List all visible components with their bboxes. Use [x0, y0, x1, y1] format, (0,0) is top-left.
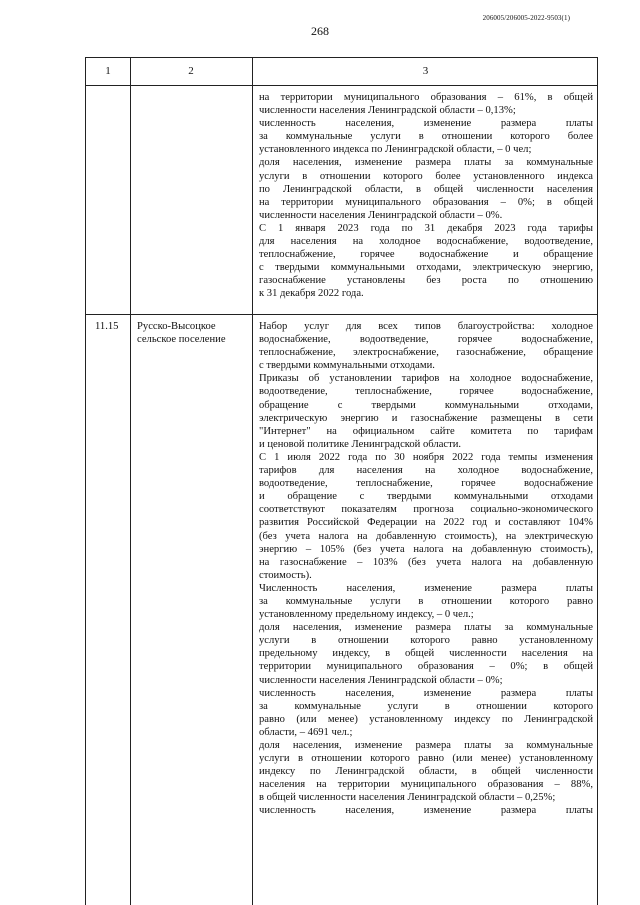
- page-number: 268: [311, 24, 329, 38]
- text-line: численность населения, изменение размера платы: [259, 118, 593, 130]
- text-line: в общей численности населения Ленинградской области – 0,25%;: [259, 792, 556, 804]
- text-line: энергию – 105% (без учета налога на добавленную стоимость),: [259, 543, 593, 555]
- text-line: обращение с твердыми коммунальными отходами,: [259, 399, 593, 411]
- text-line: индексу по Ленинградской области, в общей численности: [259, 766, 593, 778]
- text-line: Набор услуг для всех типов благоустройства: холодное: [259, 321, 593, 332]
- text-line: теплоснабжение, электроснабжение, газоснабжение, обращение: [259, 347, 593, 359]
- text-line: с твердыми коммунальными отходами.: [259, 360, 435, 372]
- text-line: газоснабжение установлены без роста по отношению: [259, 275, 593, 287]
- text-line: "Интернет" на официальном сайте комитета по тарифам: [259, 425, 593, 437]
- municipality-name-line-2: сельское поселение: [137, 334, 226, 345]
- text-line: численность населения, изменение размера платы: [259, 687, 593, 699]
- text-line: территории муниципального образования – 0%; в общей: [259, 661, 593, 673]
- text-line: водоотведение, теплоснабжение, горячее водоснабжение,: [259, 386, 593, 398]
- text-line: водоснабжение, водоотведение, горячее водоснабжение,: [259, 334, 593, 346]
- text-line: услуги в отношении которого более установленного индекса: [259, 170, 593, 182]
- text-line: услуги в отношении которого равно (или менее) установленному: [259, 753, 593, 765]
- continuation-text: [259, 91, 593, 301]
- text-line: доля населения, изменение размера платы за коммунальные: [259, 157, 593, 169]
- row-municipality-name: [137, 320, 249, 346]
- text-line: стоимость).: [259, 569, 312, 581]
- text-line: С 1 января 2023 года по 31 декабря 2023 года тарифы: [259, 222, 593, 234]
- text-line: развития Российской Федерации на 2022 год и составляют 104%: [259, 517, 593, 529]
- text-line: теплоснабжение, горячее водоснабжение и обращение: [259, 249, 593, 261]
- text-line: (без учета налога на добавленную стоимость), на электрическую: [259, 530, 593, 542]
- text-line: Приказы об установлении тарифов на холодное водоснабжение,: [259, 373, 593, 385]
- text-line: населения на территории муниципального образования – 88%,: [259, 779, 593, 791]
- text-line: численность населения, изменение размера платы: [259, 805, 593, 817]
- column-divider: [252, 58, 253, 905]
- text-line: для населения на холодное водоснабжение, водоотведение,: [259, 236, 593, 248]
- text-line: численности населения Ленинградской области – 0,13%;: [259, 105, 516, 117]
- text-line: области, – 4691 чел.;: [259, 726, 353, 738]
- text-line: на газоснабжение – 103% (без учета налога на добавленную: [259, 556, 593, 568]
- text-line: доля населения, изменение размера платы за коммунальные: [259, 622, 593, 634]
- column-header-1: 1: [105, 65, 111, 77]
- text-line: численности населения Ленинградской области – 0%.: [259, 209, 503, 221]
- text-line: Численность населения, изменение размера платы: [259, 582, 593, 594]
- text-line: за коммунальные услуги в отношении которого более: [259, 131, 593, 143]
- text-line: установленного индекса по Ленинградской области, – 0 чел;: [259, 144, 532, 156]
- row-divider: [86, 314, 597, 315]
- text-line: на территории муниципального образования – 61%, в общей: [259, 92, 593, 103]
- text-line: водоотведение, теплоснабжение, горячее водоснабжение: [259, 478, 593, 490]
- text-line: С 1 июля 2022 года по 30 ноября 2022 года темпы изменения: [259, 451, 593, 463]
- column-header-2: 2: [188, 65, 194, 77]
- text-line: с твердыми коммунальными отходами, электрическую энергию,: [259, 262, 593, 274]
- text-line: доля населения, изменение размера платы за коммунальные: [259, 740, 593, 751]
- row-description-text: [259, 320, 593, 818]
- text-line: предельному индексу, в общей численности населения на: [259, 648, 593, 660]
- municipality-name-line-1: Русско-Высоцкое: [137, 321, 216, 332]
- column-divider: [130, 58, 131, 905]
- header-divider: [86, 85, 597, 86]
- document-code: 206005/206005-2022-9503(1): [482, 14, 570, 22]
- text-line: по Ленинградской области, в общей численности населения: [259, 183, 593, 195]
- text-line: и обращение с твердыми коммунальными отходами: [259, 491, 593, 503]
- text-line: установленному предельному индексу, – 0 чел.;: [259, 609, 474, 621]
- text-line: к 31 декабря 2022 года.: [259, 288, 364, 300]
- column-header-3: 3: [422, 65, 429, 77]
- text-line: за коммунальные услуги в отношении которого: [259, 700, 593, 712]
- text-line: и ценовой политике Ленинградской области.: [259, 438, 462, 450]
- row-number: 11.15: [95, 321, 119, 332]
- text-line: за коммунальные услуги в отношении которого равно: [259, 595, 593, 607]
- text-line: на территории муниципального образования – 0%; в общей: [259, 196, 593, 208]
- text-line: услуги в отношении которого равно установленному: [259, 635, 593, 647]
- text-line: соответствуют показателям прогноза социально-экономического: [259, 504, 593, 516]
- text-line: электрическую энергию и газоснабжение размещены в сети: [259, 412, 593, 424]
- text-line: равно (или менее) установленному индексу по Ленинградской: [259, 713, 593, 725]
- text-line: численности населения Ленинградской области – 0%;: [259, 674, 503, 686]
- text-line: тарифов для населения на холодное водоснабжение,: [259, 465, 593, 477]
- document-table: [85, 57, 598, 905]
